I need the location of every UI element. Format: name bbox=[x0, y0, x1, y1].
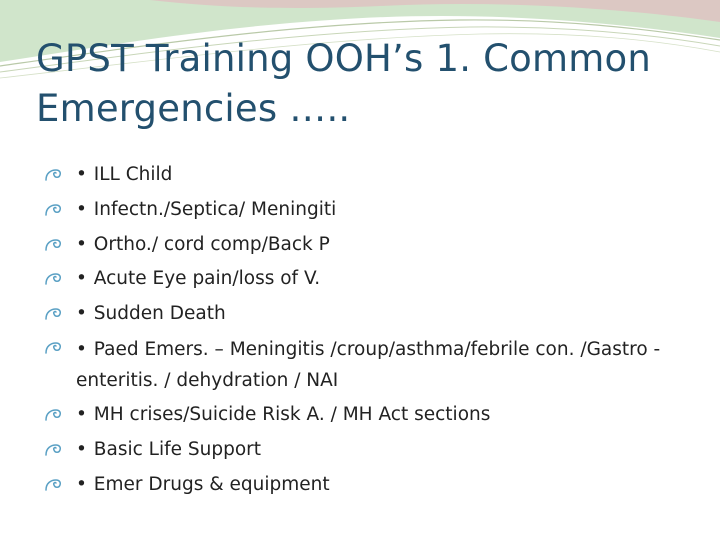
bullet-dot: • bbox=[76, 338, 93, 360]
bullet-item bbox=[44, 398, 704, 433]
curly-leaf-bullet-icon bbox=[44, 478, 62, 492]
bullet-item bbox=[44, 193, 704, 228]
bullet-text: Infectn./Septica/ Meningiti bbox=[93, 198, 337, 220]
bullet-item bbox=[44, 262, 704, 297]
bullet-text: Ortho./ cord comp/Back P bbox=[93, 233, 330, 255]
curly-leaf-bullet-icon bbox=[44, 168, 62, 182]
bullet-item bbox=[44, 158, 704, 193]
curly-leaf-bullet-icon bbox=[44, 341, 62, 355]
curly-leaf-bullet-icon bbox=[44, 307, 62, 321]
bullet-text: Emer Drugs & equipment bbox=[93, 473, 330, 495]
bullet-dot: • bbox=[76, 303, 93, 325]
bullet-list bbox=[44, 158, 704, 502]
bullet-dot: • bbox=[76, 233, 93, 255]
bullet-dot: • bbox=[76, 403, 93, 425]
bullet-text: Paed Emers. – Meningitis /croup/asthma/febrile con. /Gastro -enteritis. / dehydration / NAI bbox=[76, 338, 661, 391]
bullet-item bbox=[44, 468, 704, 503]
bullet-dot: • bbox=[76, 438, 93, 460]
bullet-dot: • bbox=[76, 473, 93, 495]
bullet-item bbox=[44, 433, 704, 468]
curly-leaf-bullet-icon bbox=[44, 203, 62, 217]
curly-leaf-bullet-icon bbox=[44, 408, 62, 422]
curly-leaf-bullet-icon bbox=[44, 238, 62, 252]
bullet-dot: • bbox=[76, 198, 93, 220]
curly-leaf-bullet-icon bbox=[44, 272, 62, 286]
bullet-item bbox=[44, 228, 704, 263]
slide-title: GPST Training OOH’s 1. Common Emergencies ….. bbox=[36, 37, 651, 130]
bullet-text: Sudden Death bbox=[93, 303, 226, 325]
bullet-text: ILL Child bbox=[93, 164, 173, 185]
bullet-dot: • bbox=[76, 164, 93, 185]
bullet-item bbox=[44, 332, 704, 398]
bullet-text: Acute Eye pain/loss of V. bbox=[93, 268, 321, 290]
curly-leaf-bullet-icon bbox=[44, 443, 62, 457]
bullet-item bbox=[44, 297, 704, 332]
bullet-dot: • bbox=[76, 268, 93, 290]
bullet-text: Basic Life Support bbox=[93, 438, 262, 460]
bullet-text: MH crises/Suicide Risk A. / MH Act sections bbox=[93, 403, 491, 425]
